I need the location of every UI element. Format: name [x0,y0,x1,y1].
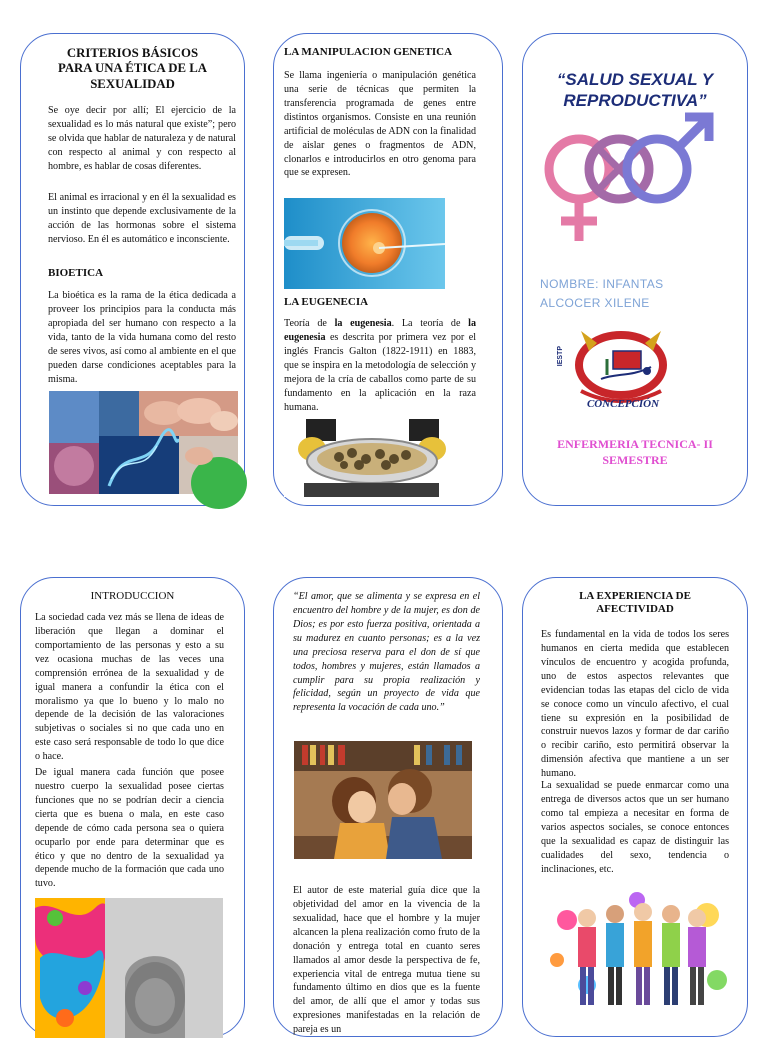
panel-title: LA MANIPULACION GENETICA [284,46,453,58]
paragraph: La sexualidad se puede enmarcar como una entrega de diversos actos que un ser humano como tal empieza a necesitar en forma de varios aspectos sociales, se conoce entonces que la sexualidad es capaz de distinguir las cualidades del sexo, tendencia o inclinaciones, etc. [541,780,729,875]
panel-title: INTRODUCCION [90,590,175,602]
program-text: ENFERMERIA TECNICA- II SEMESTRE [557,437,713,468]
text-run: Teoría de [284,318,335,329]
text-run-bold: la eugenesia [284,318,476,343]
paragraph: El autor de este material guía dice que la objetividad del amor en la vivencia de la sexualidad, hace que el hombre y la mujer alcancen la plena realización como fruto de la donación y entrega total en cuanto seres llamados al amor desde la perspectiva de fe, experiencia vital de entrega mutua tiene su fundamento último en dios que es la fuente del amor, de allí que el amor y todas sus expresiones manifestadas en la relación de pareja es un [293,885,480,1036]
eugenics-bowl-image [284,419,459,497]
paragraph: La sociedad cada vez más se llena de ideas de liberación que llegan a dominar el comportamiento de las personas y esto a su vez ocasiona muchas de las veces una comprensión errónea de la sexualidad y de igual manera a confundir la ética con el moralismo ya que lo bueno y lo malo no depende de la decisión de las valoraciones subjetivas o sociales si no que cada uno en este caso será responsable de todo lo que dice o hace. [35,612,224,763]
panel-afectividad [522,577,748,1037]
bioethics-collage-image [49,391,238,494]
panel-title: CRITERIOS BÁSICOS PARA UNA ÉTICA DE LA SEXUALIDAD [57,46,208,91]
cover-title: “SALUD SEXUAL Y REPRODUCTIVA” [556,70,714,111]
couple-illustration-image [294,741,472,859]
text-run: . La teoría de [391,318,469,329]
diverse-friends-image [547,890,729,1010]
panel-etica-sexualidad [20,33,245,506]
logo-bottom-text: CONCEPCIÓN [586,398,660,410]
text-run: es descrita por primera vez por el inglés Francis Galton (1822-1911) en 1883, que se inspira en la metodología de selección y mejora de la cría de caballos como parte de su fundamento en la aplicación en la raza humana. [284,331,476,413]
paragraph: Se oye decir por allí; El ejercicio de la sexualidad es lo más natural que existe”; pero se olvida que hablar de naturaleza y de natural con respecto al animal y con respecto al hombre, es hablar de cosas diferentes. [48,105,236,172]
quote-paragraph: “El amor, que se alimenta y se expresa en el encuentro del hombre y de la mujer, es don de Dios; es por esto fuerza positiva, orientada a su madurez en cuanto personas; es a la vez una preciosa reserva para el don de sí que todos, hombres y mujeres, están llamados a cumplir para su propia realización y felicidad, según un proyecto de vida que representa la vocación de cada uno.” [293,591,480,714]
panel-cover [522,33,748,506]
paragraph: Se llama ingeniería o manipulación genética una serie de técnicas que permiten la transferencia programada de genes entre distintos organismos. Consiste en una reunión artificial de moléculas de ADN con la finalidad de aislar genes o fragmentos de ADN, clonarlos e introducirlos en otro genoma para que se expresen. [284,70,476,179]
logo-side-text: IESTP [557,346,564,367]
genetic-injection-image [284,198,445,289]
paragraph: El animal es irracional y en él la sexualidad es un instinto que depende exclusivamente de la acción de las hormonas sobre el sistema nervioso. En él es automático e inconsciente. [48,192,236,245]
paragraph: La bioética es la rama de la ética dedicada a proveer los principios para la conducta más apropiada del ser humano con respecto a la vida, tanto de la vida humana como del resto de seres vivos, así como al ambiente en el que pueden darse condiciones aceptables para la misma. [48,290,236,385]
student-name-line-2: ALCOCER XILENE [540,296,650,310]
panel-amor [273,577,503,1037]
paragraph: De igual manera cada función que posee nuestro cuerpo la sexualidad posee ciertas funciones que no se podrían decir a ciencia cierta que es buena o mala, en este caso depende de cómo cada persona sea o quiera ocuparlo por ende para determinar que es ético y que no dentro de la sexualidad ya depende mucho de la formación que cada uno tuvo. [35,767,224,890]
paragraph: Es fundamental en la vida de todos los seres humanos en cierta medida que establecen vínculos de encuentro y acogida profunda, uno de estos aspectos relevantes que evidencian todas las etapas del ciclo de vida se conoce como un vínculo afectivo, el cual tiene su expresión en la posibilidad de construir nuevos lazos y formar de dar cariño o recibir cariño, esto permitirá observar la dimensión afectiva que mantiene a un ser humano. [541,629,729,780]
girl-psychedelic-image [35,898,223,1038]
text-run-bold: la eugenesia [334,318,392,329]
female-male-interlocked-icon [537,109,717,249]
student-name-line-1: NOMBRE: INFANTAS [540,277,664,291]
panel-introduccion [20,577,245,1037]
section-heading: BIOETICA [48,267,104,279]
section-heading: LA EUGENECIA [284,296,369,308]
panel-manipulacion-genetica [273,33,503,506]
paragraph [284,317,476,414]
panel-title: LA EXPERIENCIA DE AFECTIVIDAD [579,590,691,616]
